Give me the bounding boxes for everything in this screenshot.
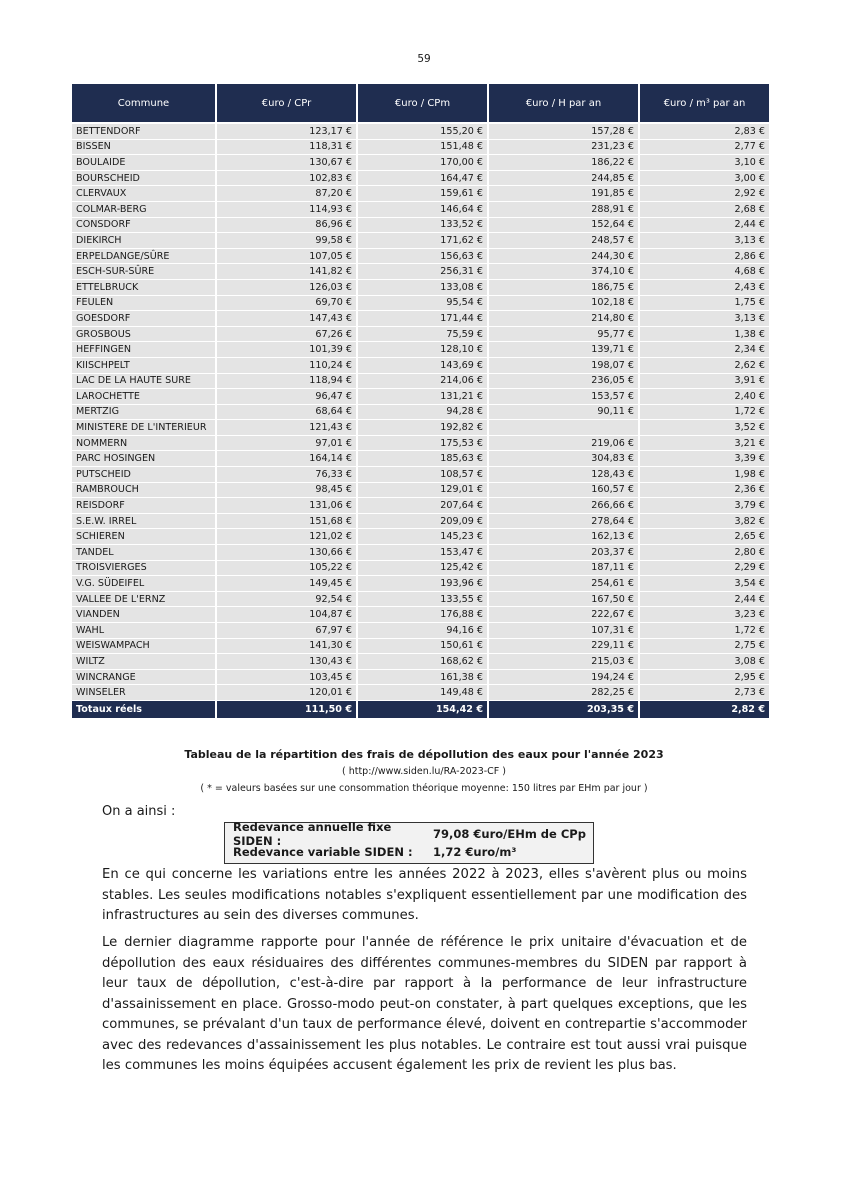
table-row	[72, 124, 769, 140]
table-cell: 128,10 €	[358, 342, 487, 358]
totals-label: Totaux réels	[72, 701, 215, 718]
commune-name: GROSBOUS	[72, 327, 215, 343]
table-cell: 110,24 €	[217, 358, 356, 374]
totals-cell: 2,82 €	[640, 701, 769, 718]
table-cell: 149,45 €	[217, 576, 356, 592]
table-cell: 3,13 €	[640, 311, 769, 327]
summary-row	[225, 843, 593, 861]
table-row	[72, 654, 769, 670]
table-cell: 2,44 €	[640, 218, 769, 234]
table-cell: 171,62 €	[358, 233, 487, 249]
table-cell: 114,93 €	[217, 202, 356, 218]
intro-text: On a ainsi :	[102, 804, 176, 819]
table-cell: 159,61 €	[358, 186, 487, 202]
table-cell: 2,77 €	[640, 140, 769, 156]
table-cell: 133,08 €	[358, 280, 487, 296]
table-cell: 191,85 €	[489, 186, 638, 202]
summary-label: Redevance annuelle fixe SIDEN :	[233, 820, 392, 848]
commune-name: CONSDORF	[72, 218, 215, 234]
commune-name: HEFFINGEN	[72, 342, 215, 358]
table-row	[72, 561, 769, 577]
table-cell: 2,29 €	[640, 561, 769, 577]
table-cell: 118,31 €	[217, 140, 356, 156]
commune-name: SCHIEREN	[72, 529, 215, 545]
table-cell: 193,96 €	[358, 576, 487, 592]
commune-name: NOMMERN	[72, 436, 215, 452]
table-cell: 198,07 €	[489, 358, 638, 374]
table-cell: 76,33 €	[217, 467, 356, 483]
table-cell: 153,57 €	[489, 389, 638, 405]
commune-name: WINSELER	[72, 685, 215, 701]
table-cell: 187,11 €	[489, 561, 638, 577]
table-cell: 236,05 €	[489, 374, 638, 390]
paragraph: Le dernier diagramme rapporte pour l'année de référence le prix unitaire d'évacuation et de dépollution des eaux résiduaires des différentes communes-membres du SIDEN par rapport à leur taux de dépollution, c'est-à-dire par rapport à la performance de leur infrastructure d'assainissement en place. Grosso-modo peut-on constater, à part quelques exceptions, que les communes, se prévalant d'un taux de performance élevé, doivent en contrepartie s'accommoder avec des redevances d'assainissement les plus notables. Le contraire est tout aussi vrai puisque les communes les moins équipées accusent également les prix de revient les plus bas.	[102, 935, 747, 1073]
table-cell: 231,23 €	[489, 140, 638, 156]
table-cell: 131,21 €	[358, 389, 487, 405]
table-cell: 139,71 €	[489, 342, 638, 358]
table-cell: 207,64 €	[358, 498, 487, 514]
table-row	[72, 685, 769, 701]
table-cell: 192,82 €	[358, 420, 487, 436]
table-cell: 3,00 €	[640, 171, 769, 187]
table-row	[72, 311, 769, 327]
commune-name: RAMBROUCH	[72, 483, 215, 499]
table-cell: 2,43 €	[640, 280, 769, 296]
table-cell: 143,69 €	[358, 358, 487, 374]
table-cell: 186,75 €	[489, 280, 638, 296]
table-cell: 2,95 €	[640, 670, 769, 686]
table-cell: 3,82 €	[640, 514, 769, 530]
table-cell: 107,31 €	[489, 623, 638, 639]
table-cell: 1,38 €	[640, 327, 769, 343]
table-cell: 3,52 €	[640, 420, 769, 436]
table-cell: 3,91 €	[640, 374, 769, 390]
table-cell: 108,57 €	[358, 467, 487, 483]
table-cell: 146,64 €	[358, 202, 487, 218]
table-row	[72, 451, 769, 467]
table-cell: 118,94 €	[217, 374, 356, 390]
table-header-row	[72, 84, 769, 122]
table-cell: 3,08 €	[640, 654, 769, 670]
table-cell: 133,55 €	[358, 592, 487, 608]
page-number: 59	[417, 53, 431, 65]
table-row	[72, 140, 769, 156]
table-cell: 164,14 €	[217, 451, 356, 467]
commune-name: TROISVIERGES	[72, 561, 215, 577]
table-cell: 98,45 €	[217, 483, 356, 499]
table-cell: 121,02 €	[217, 529, 356, 545]
table-cell: 2,75 €	[640, 639, 769, 655]
commune-name: BOULAIDE	[72, 155, 215, 171]
table-row	[72, 498, 769, 514]
table-cell: 121,43 €	[217, 420, 356, 436]
table-cell: 149,48 €	[358, 685, 487, 701]
table-cell: 133,52 €	[358, 218, 487, 234]
table-cell: 130,67 €	[217, 155, 356, 171]
table-cell: 194,24 €	[489, 670, 638, 686]
table-cell: 203,37 €	[489, 545, 638, 561]
table-cell: 104,87 €	[217, 607, 356, 623]
table-cell: 107,05 €	[217, 249, 356, 265]
table-row	[72, 420, 769, 436]
fee-summary-box	[224, 822, 594, 864]
table-row	[72, 358, 769, 374]
table-cell: 130,43 €	[217, 654, 356, 670]
table-cell: 2,40 €	[640, 389, 769, 405]
table-cell: 186,22 €	[489, 155, 638, 171]
totals-cell: 203,35 €	[489, 701, 638, 718]
table-cell: 209,09 €	[358, 514, 487, 530]
table-cell: 304,83 €	[489, 451, 638, 467]
table-caption: Tableau de la répartition des frais de dépollution des eaux pour l'année 2023	[184, 748, 664, 761]
commune-name: TANDEL	[72, 545, 215, 561]
table-cell: 151,48 €	[358, 140, 487, 156]
table-cell: 99,58 €	[217, 233, 356, 249]
table-cell: 2,36 €	[640, 483, 769, 499]
table-cell: 90,11 €	[489, 405, 638, 421]
table-row	[72, 233, 769, 249]
table-cell: 155,20 €	[358, 124, 487, 140]
table-row	[72, 171, 769, 187]
header-euro-cpm: €uro / CPm	[358, 84, 487, 122]
table-cell: 3,54 €	[640, 576, 769, 592]
table-cell: 229,11 €	[489, 639, 638, 655]
table-cell: 123,17 €	[217, 124, 356, 140]
commune-name: REISDORF	[72, 498, 215, 514]
table-row	[72, 467, 769, 483]
commune-name: KIISCHPELT	[72, 358, 215, 374]
table-cell: 101,39 €	[217, 342, 356, 358]
table-cell: 68,64 €	[217, 405, 356, 421]
paragraph: En ce qui concerne les variations entre les années 2022 à 2023, elles s'avèrent plus ou moins stables. Les seules modifications notables s'expliquent essentiellement par une modification des infrastructures au sein des diverses communes.	[102, 867, 747, 923]
table-cell: 147,43 €	[217, 311, 356, 327]
totals-row	[72, 701, 769, 718]
table-row	[72, 374, 769, 390]
table-cell: 1,72 €	[640, 405, 769, 421]
table-cell: 168,62 €	[358, 654, 487, 670]
table-row	[72, 280, 769, 296]
table-cell: 125,42 €	[358, 561, 487, 577]
table-cell: 160,57 €	[489, 483, 638, 499]
table-cell: 1,75 €	[640, 296, 769, 312]
table-cell: 103,45 €	[217, 670, 356, 686]
table-cell: 131,06 €	[217, 498, 356, 514]
table-cell: 153,47 €	[358, 545, 487, 561]
commune-name: VIANDEN	[72, 607, 215, 623]
commune-name: FEULEN	[72, 296, 215, 312]
summary-value: 79,08 €uro/EHm de CPp	[433, 827, 586, 841]
commune-name: BETTENDORF	[72, 124, 215, 140]
table-row	[72, 342, 769, 358]
table-cell: 214,06 €	[358, 374, 487, 390]
totals-cell: 111,50 €	[217, 701, 356, 718]
table-body	[72, 124, 769, 701]
table-cell: 288,91 €	[489, 202, 638, 218]
table-cell: 167,50 €	[489, 592, 638, 608]
table-row	[72, 436, 769, 452]
table-cell: 3,10 €	[640, 155, 769, 171]
table-cell: 170,00 €	[358, 155, 487, 171]
table-cell: 150,61 €	[358, 639, 487, 655]
table-cell: 1,72 €	[640, 623, 769, 639]
table-cell: 256,31 €	[358, 264, 487, 280]
table-cell: 2,83 €	[640, 124, 769, 140]
table-cell: 2,44 €	[640, 592, 769, 608]
table-cell: 129,01 €	[358, 483, 487, 499]
table-cell	[489, 420, 638, 436]
commune-name: MINISTERE DE L'INTERIEUR	[72, 420, 215, 436]
table-source: ( http://www.siden.lu/RA-2023-CF )	[341, 766, 506, 777]
table-cell: 94,28 €	[358, 405, 487, 421]
table-cell: 215,03 €	[489, 654, 638, 670]
table-row	[72, 389, 769, 405]
table-cell: 152,64 €	[489, 218, 638, 234]
table-cell: 69,70 €	[217, 296, 356, 312]
table-row	[72, 264, 769, 280]
table-cell: 222,67 €	[489, 607, 638, 623]
table-cell: 2,73 €	[640, 685, 769, 701]
table-cell: 67,26 €	[217, 327, 356, 343]
table-cell: 86,96 €	[217, 218, 356, 234]
summary-value: 1,72 €uro/m³	[433, 845, 517, 859]
table-cell: 244,30 €	[489, 249, 638, 265]
table-row	[72, 218, 769, 234]
table-cell: 126,03 €	[217, 280, 356, 296]
commune-name: BOURSCHEID	[72, 171, 215, 187]
table-note: ( * = valeurs basées sur une consommation théorique moyenne: 150 litres par EHm par jour )	[200, 783, 648, 794]
table-row	[72, 327, 769, 343]
table-cell: 157,28 €	[489, 124, 638, 140]
commune-name: CLERVAUX	[72, 186, 215, 202]
pollution-cost-table	[70, 84, 771, 718]
table-cell: 248,57 €	[489, 233, 638, 249]
table-row	[72, 186, 769, 202]
table-row	[72, 529, 769, 545]
table-cell: 92,54 €	[217, 592, 356, 608]
table-row	[72, 155, 769, 171]
table-cell: 175,53 €	[358, 436, 487, 452]
commune-name: PARC HOSINGEN	[72, 451, 215, 467]
header-euro-cpr: €uro / CPr	[217, 84, 356, 122]
commune-name: LAROCHETTE	[72, 389, 215, 405]
table-cell: 2,68 €	[640, 202, 769, 218]
commune-name: WINCRANGE	[72, 670, 215, 686]
table-row	[72, 202, 769, 218]
table-cell: 164,47 €	[358, 171, 487, 187]
table-row	[72, 405, 769, 421]
table-cell: 3,23 €	[640, 607, 769, 623]
commune-name: V.G. SÜDEIFEL	[72, 576, 215, 592]
table-cell: 145,23 €	[358, 529, 487, 545]
table-row	[72, 545, 769, 561]
commune-name: PUTSCHEID	[72, 467, 215, 483]
summary-label: Redevance variable SIDEN :	[233, 845, 413, 859]
table-row	[72, 296, 769, 312]
table-cell: 97,01 €	[217, 436, 356, 452]
table-cell: 3,13 €	[640, 233, 769, 249]
summary-row	[225, 820, 593, 848]
table-cell: 75,59 €	[358, 327, 487, 343]
table-row	[72, 249, 769, 265]
table-cell: 87,20 €	[217, 186, 356, 202]
table-cell: 176,88 €	[358, 607, 487, 623]
table-cell: 95,77 €	[489, 327, 638, 343]
commune-name: WAHL	[72, 623, 215, 639]
commune-name: ETTELBRUCK	[72, 280, 215, 296]
table-cell: 171,44 €	[358, 311, 487, 327]
table-row	[72, 576, 769, 592]
table-cell: 96,47 €	[217, 389, 356, 405]
table-cell: 151,68 €	[217, 514, 356, 530]
commune-name: ESCH-SUR-SÛRE	[72, 264, 215, 280]
table-cell: 128,43 €	[489, 467, 638, 483]
table-row	[72, 607, 769, 623]
table-row	[72, 483, 769, 499]
table-cell: 94,16 €	[358, 623, 487, 639]
table-cell: 3,21 €	[640, 436, 769, 452]
table-row	[72, 623, 769, 639]
table-cell: 141,82 €	[217, 264, 356, 280]
table-cell: 156,63 €	[358, 249, 487, 265]
commune-name: VALLEE DE L'ERNZ	[72, 592, 215, 608]
table-cell: 130,66 €	[217, 545, 356, 561]
commune-name: GOESDORF	[72, 311, 215, 327]
commune-name: BISSEN	[72, 140, 215, 156]
table-cell: 185,63 €	[358, 451, 487, 467]
table-cell: 2,92 €	[640, 186, 769, 202]
table-row	[72, 514, 769, 530]
table-cell: 2,80 €	[640, 545, 769, 561]
header-euro-m3-par-an: €uro / m³ par an	[640, 84, 769, 122]
table-cell: 161,38 €	[358, 670, 487, 686]
table-cell: 162,13 €	[489, 529, 638, 545]
table-cell: 282,25 €	[489, 685, 638, 701]
table-cell: 214,80 €	[489, 311, 638, 327]
table-cell: 278,64 €	[489, 514, 638, 530]
commune-name: WEISWAMPACH	[72, 639, 215, 655]
table-cell: 3,39 €	[640, 451, 769, 467]
table-row	[72, 592, 769, 608]
commune-name: S.E.W. IRREL	[72, 514, 215, 530]
header-euro-h-par-an: €uro / H par an	[489, 84, 638, 122]
table-cell: 102,18 €	[489, 296, 638, 312]
table-row	[72, 670, 769, 686]
table-cell: 120,01 €	[217, 685, 356, 701]
table-cell: 2,62 €	[640, 358, 769, 374]
table-cell: 374,10 €	[489, 264, 638, 280]
table-cell: 266,66 €	[489, 498, 638, 514]
table-cell: 2,34 €	[640, 342, 769, 358]
table-cell: 141,30 €	[217, 639, 356, 655]
table-row	[72, 639, 769, 655]
table-cell: 3,79 €	[640, 498, 769, 514]
table-cell: 2,86 €	[640, 249, 769, 265]
header-commune: Commune	[72, 84, 215, 122]
commune-name: ERPELDANGE/SÛRE	[72, 249, 215, 265]
table-cell: 67,97 €	[217, 623, 356, 639]
table-cell: 95,54 €	[358, 296, 487, 312]
table-cell: 105,22 €	[217, 561, 356, 577]
table-cell: 254,61 €	[489, 576, 638, 592]
totals-cell: 154,42 €	[358, 701, 487, 718]
table-cell: 4,68 €	[640, 264, 769, 280]
commune-name: MERTZIG	[72, 405, 215, 421]
table-cell: 1,98 €	[640, 467, 769, 483]
table-cell: 219,06 €	[489, 436, 638, 452]
table-cell: 2,65 €	[640, 529, 769, 545]
table-cell: 244,85 €	[489, 171, 638, 187]
commune-name: DIEKIRCH	[72, 233, 215, 249]
table-cell: 102,83 €	[217, 171, 356, 187]
commune-name: COLMAR-BERG	[72, 202, 215, 218]
commune-name: LAC DE LA HAUTE SURE	[72, 374, 215, 390]
commune-name: WILTZ	[72, 654, 215, 670]
